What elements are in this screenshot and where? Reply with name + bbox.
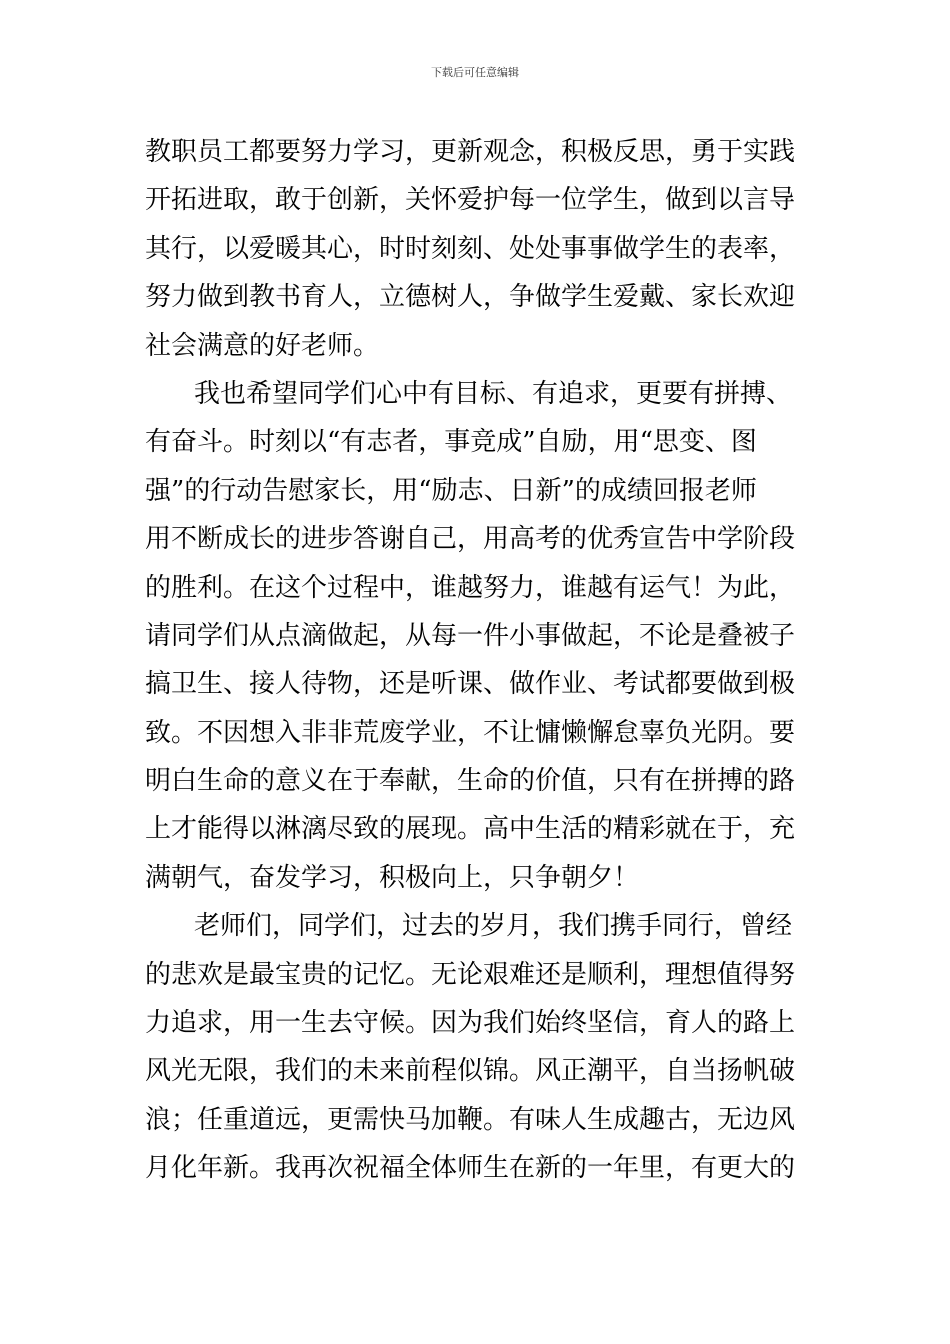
text-line: 上才能得以淋漓尽致的展现。高中生活的精彩就在于，充 bbox=[145, 814, 796, 845]
text-line: 的悲欢是最宝贵的记忆。无论艰难还是顺利，理想值得努 bbox=[145, 959, 796, 990]
document-body bbox=[145, 128, 813, 1193]
text-line: 用不断成长的进步答谢自己，用高考的优秀宣告中学阶段 bbox=[145, 524, 796, 555]
text-line: 的胜利。在这个过程中，谁越努力，谁越有运气！为此， bbox=[145, 572, 796, 603]
paragraph-1 bbox=[145, 128, 813, 370]
text-line: 强”的行动告慰家长，用“励志、日新”的成绩回报老师 bbox=[145, 475, 757, 506]
text-line: 其行，以爱暖其心，时时刻刻、处处事事做学生的表率， bbox=[145, 233, 796, 264]
text-line: 老师们，同学们，过去的岁月，我们携手同行，曾经 bbox=[194, 911, 793, 942]
text-line: 致。不因想入非非荒废学业，不让慵懒懈怠辜负光阴。要 bbox=[145, 717, 796, 748]
text-line: 开拓进取，敢于创新，关怀爱护每一位学生，做到以言导 bbox=[145, 185, 796, 216]
text-line: 有奋斗。时刻以“有志者，事竞成”自励，用“思变、图 bbox=[145, 427, 757, 458]
text-line: 社会满意的好老师。 bbox=[145, 330, 380, 361]
text-line: 月化年新。我再次祝福全体师生在新的一年里，有更大的 bbox=[145, 1153, 796, 1184]
text-line: 浪；任重道远，更需快马加鞭。有味人生成趣古，无边风 bbox=[145, 1104, 796, 1135]
text-line: 请同学们从点滴做起，从每一件小事做起，不论是叠被子 bbox=[145, 620, 796, 651]
text-line: 搞卫生、接人待物，还是听课、做作业、考试都要做到极 bbox=[145, 669, 796, 700]
paragraph-3 bbox=[145, 902, 813, 1192]
paragraph-2 bbox=[145, 370, 813, 902]
text-line: 教职员工都要努力学习，更新观念，积极反思，勇于实践 bbox=[145, 137, 796, 167]
text-line: 努力做到教书育人，立德树人，争做学生爱戴、家长欢迎 bbox=[145, 282, 796, 313]
text-line: 力追求，用一生去守候。因为我们始终坚信，育人的路上 bbox=[145, 1008, 796, 1039]
text-line: 我也希望同学们心中有目标、有追求，更要有拼搏、 bbox=[194, 378, 793, 409]
page-header: 下载后可任意编辑 bbox=[431, 66, 519, 79]
text-line: 风光无限，我们的未来前程似锦。风正潮平，自当扬帆破 bbox=[145, 1056, 796, 1087]
text-line: 明白生命的意义在于奉献，生命的价值，只有在拼搏的路 bbox=[145, 766, 796, 797]
text-line: 满朝气，奋发学习，积极向上，只争朝夕！ bbox=[145, 862, 640, 893]
